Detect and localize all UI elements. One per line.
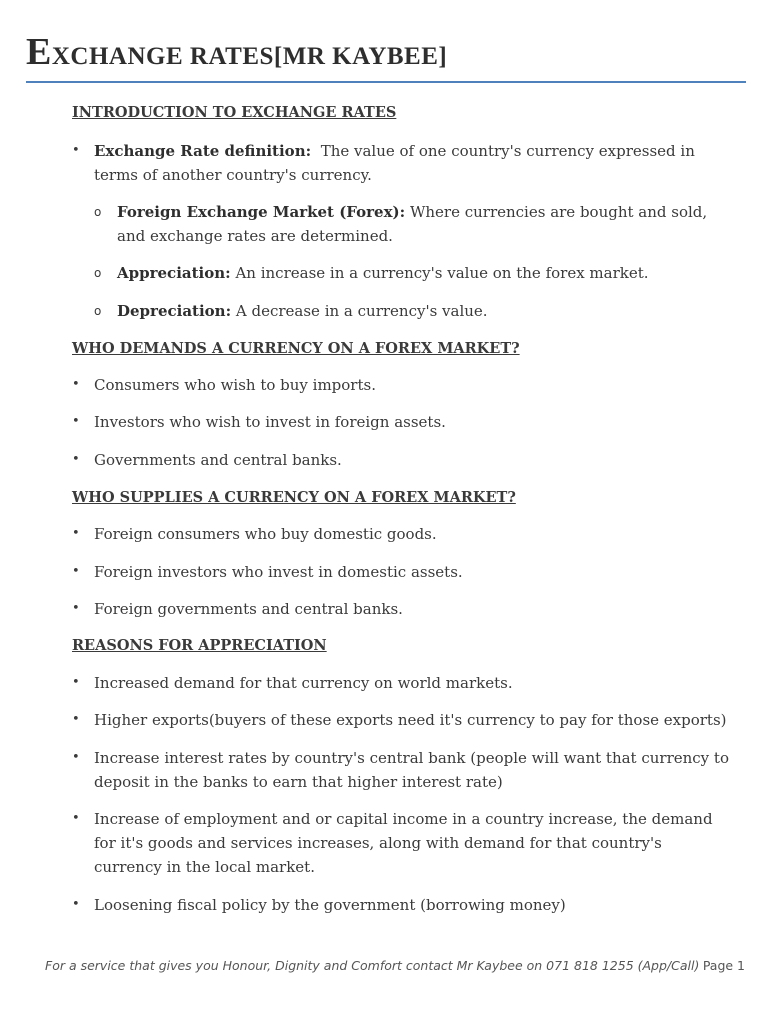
list-item: • Investors who wish to invest in foreign assets. <box>72 410 732 434</box>
circle-bullet-icon: o <box>94 205 102 219</box>
heading-supply: WHO SUPPLIES A CURRENCY ON A FOREX MARKET? <box>72 489 516 506</box>
document-title <box>26 30 447 74</box>
list-item: • Foreign governments and central banks. <box>72 597 732 621</box>
sub-item-depreciation: o Depreciation: A decrease in a currency's value. <box>94 299 714 323</box>
bullet-icon: • <box>72 564 80 579</box>
circle-bullet-icon: o <box>94 304 102 318</box>
bullet-icon: • <box>72 675 80 690</box>
page-number: Page 1 <box>702 958 745 973</box>
circle-bullet-icon: o <box>94 266 102 280</box>
heading-introduction: INTRODUCTION TO EXCHANGE RATES <box>72 104 397 121</box>
list-item: • Loosening fiscal policy by the government (borrowing money) <box>72 893 732 917</box>
bullet-icon: • <box>72 452 80 467</box>
bullet-icon: • <box>72 377 80 392</box>
list-item: • Increase of employment and or capital income in a country increase, the demand for it's goods and services increases, along with demand for that country's currency in the local market. <box>72 807 732 879</box>
list-item: • Higher exports(buyers of these exports need it's currency to pay for those exports) <box>72 708 732 732</box>
bullet-icon: • <box>72 712 80 727</box>
bullet-icon: • <box>72 897 80 912</box>
bullet-icon: • <box>72 750 80 765</box>
bullet-icon: • <box>72 811 80 826</box>
list-item: • Consumers who wish to buy imports. <box>72 373 732 397</box>
list-item: • Foreign investors who invest in domestic assets. <box>72 560 732 584</box>
footer-contact-note: For a service that gives you Honour, Dignity and Comfort contact Mr Kaybee on 071 818 1255 (App/Call) <box>45 958 700 973</box>
definition-text: The value of one country's currency expressed in terms of another country's currency. <box>94 142 695 184</box>
sub-item-appreciation: o Appreciation: An increase in a currency's value on the forex market. <box>94 261 714 285</box>
bullet-icon: • <box>72 601 80 616</box>
bullet-exchange-rate-definition <box>72 139 732 187</box>
title-initial: E <box>26 31 52 73</box>
bullet-icon: • <box>72 526 80 541</box>
list-item: • Increase interest rates by country's central bank (people will want that currency to deposit in the banks to earn that higher interest rate) <box>72 746 732 794</box>
list-item: • Increased demand for that currency on world markets. <box>72 671 732 695</box>
title-underline <box>26 81 746 83</box>
bullet-icon: • <box>72 414 80 429</box>
sub-item-forex: o Foreign Exchange Market (Forex): Where currencies are bought and sold, and exchange rates are determined. <box>94 200 714 248</box>
heading-appreciation: REASONS FOR APPRECIATION <box>72 637 327 654</box>
bullet-icon: • <box>72 143 80 158</box>
list-item: • Foreign consumers who buy domestic goods. <box>72 522 732 546</box>
title-rest: XCHANGE RATES[MR KAYBEE] <box>51 43 448 70</box>
list-item: • Governments and central banks. <box>72 448 732 472</box>
definition-term: Exchange Rate definition: <box>94 142 312 160</box>
heading-demand: WHO DEMANDS A CURRENCY ON A FOREX MARKET? <box>72 340 520 357</box>
